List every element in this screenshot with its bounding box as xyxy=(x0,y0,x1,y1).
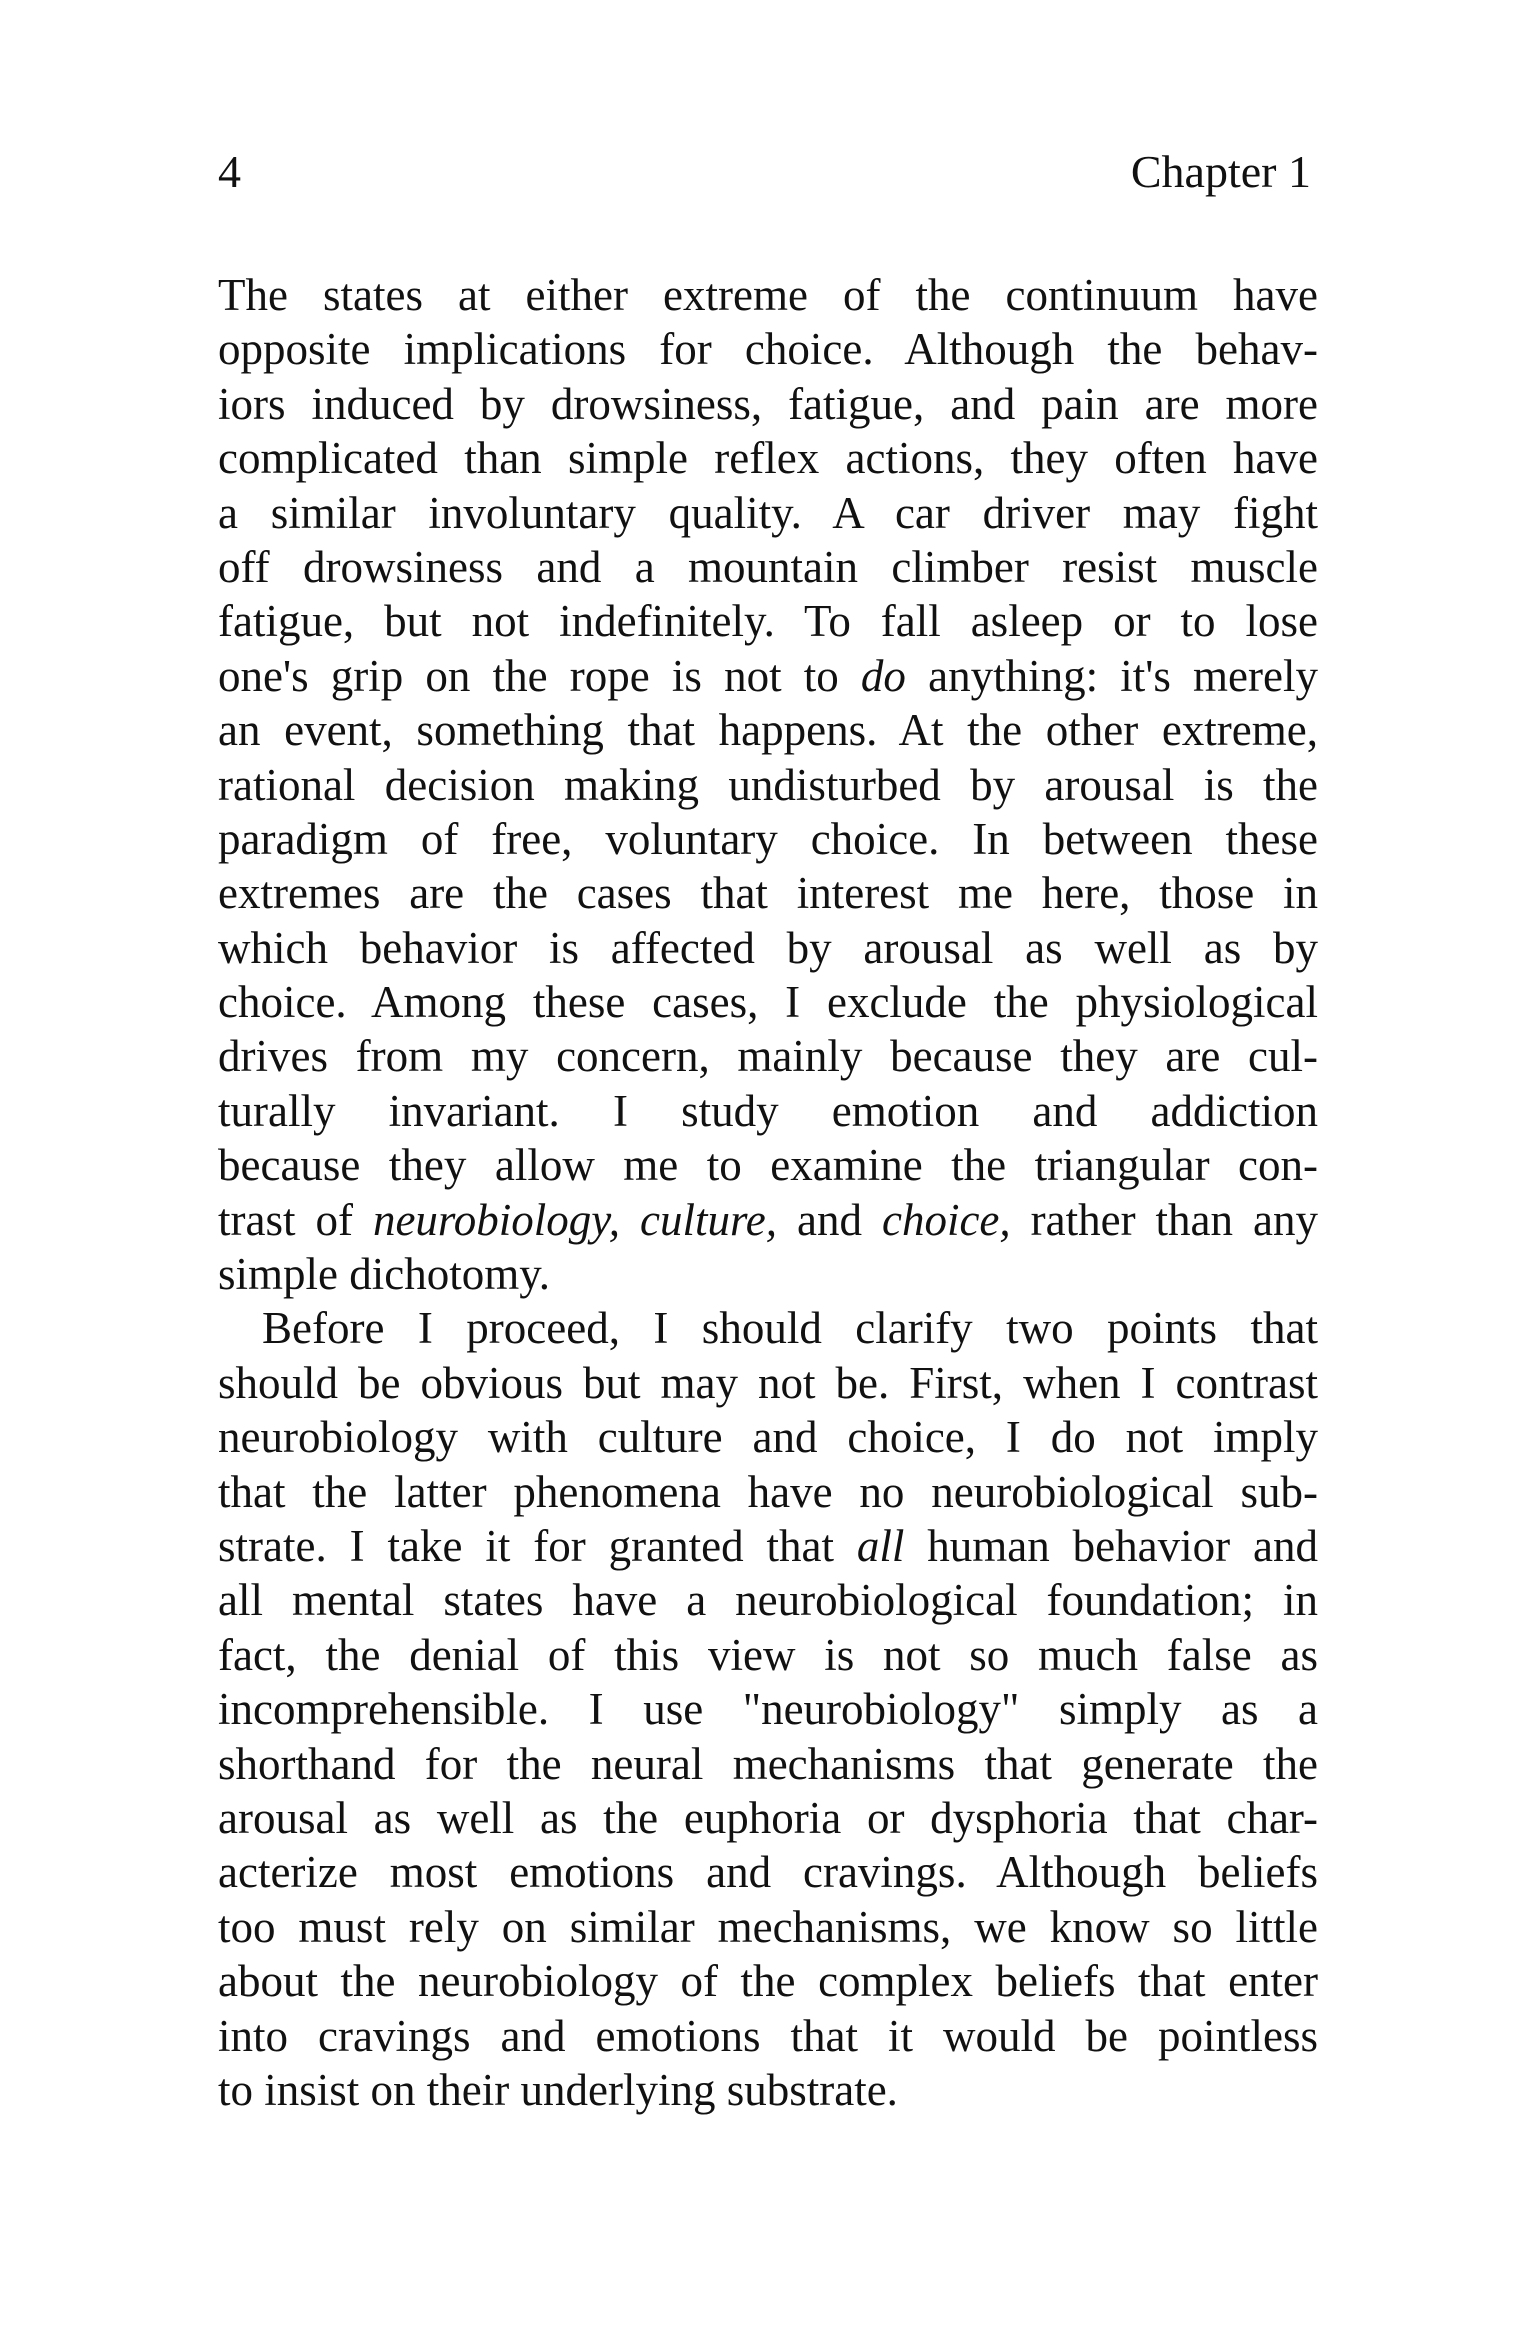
text-segment: incomprehensible. I use "neurobiology" simply as a xyxy=(218,1684,1318,1735)
text-line xyxy=(218,1465,1318,1519)
text-segment: strate. I take it for granted that xyxy=(218,1520,857,1571)
text-segment: fact, the denial of this view is not so much false as xyxy=(218,1629,1318,1680)
text-segment: turally invariant. I study emotion and addiction xyxy=(218,1085,1318,1136)
text-line xyxy=(218,1791,1318,1845)
text-segment: complicated than simple reflex actions, they often have xyxy=(218,433,1318,484)
text-segment: which behavior is affected by arousal as well as by xyxy=(218,922,1318,973)
text-line xyxy=(218,1029,1318,1083)
body-text xyxy=(218,268,1318,2117)
italic-text: choice, xyxy=(881,1194,1011,1245)
text-segment: one's grip on the rope is not to xyxy=(218,650,861,701)
text-segment: neurobiology with culture and choice, I do not imply xyxy=(218,1412,1318,1463)
text-line xyxy=(218,377,1318,431)
text-line xyxy=(218,1845,1318,1899)
italic-text: neurobiology, culture, xyxy=(372,1194,778,1245)
text-line xyxy=(218,921,1318,975)
paragraph xyxy=(218,268,1318,1301)
text-line xyxy=(218,812,1318,866)
text-line xyxy=(218,1084,1318,1138)
text-segment: human behavior and xyxy=(904,1520,1318,1571)
text-segment: fatigue, but not indefinitely. To fall asleep or to lose xyxy=(218,596,1318,647)
text-segment: trast of xyxy=(218,1194,373,1245)
text-line xyxy=(218,703,1318,757)
text-segment: and xyxy=(777,1194,882,1245)
text-line xyxy=(218,1737,1318,1791)
text-line xyxy=(218,322,1318,376)
text-segment: arousal as well as the euphoria or dysphoria that char- xyxy=(218,1792,1318,1843)
text-segment: an event, something that happens. At the other extreme, xyxy=(218,705,1318,756)
text-line xyxy=(218,975,1318,1029)
text-segment: Before I proceed, I should clarify two points that xyxy=(262,1303,1318,1354)
text-segment: because they allow me to examine the triangular con- xyxy=(218,1140,1318,1191)
text-segment: should be obvious but may not be. First, when I contrast xyxy=(218,1357,1318,1408)
text-line xyxy=(218,1573,1318,1627)
text-segment: choice. Among these cases, I exclude the physiological xyxy=(218,977,1318,1028)
text-segment: to insist on their underlying substrate. xyxy=(218,2064,898,2115)
text-segment: simple dichotomy. xyxy=(218,1249,551,1300)
text-line xyxy=(218,1247,1318,1301)
text-line xyxy=(218,1900,1318,1954)
text-line xyxy=(218,1628,1318,1682)
text-segment: anything: it's merely xyxy=(905,650,1318,701)
chapter-label: Chapter 1 xyxy=(1130,146,1311,197)
text-segment: into cravings and emotions that it would be pointless xyxy=(218,2010,1318,2061)
text-segment: shorthand for the neural mechanisms that generate the xyxy=(218,1738,1318,1789)
italic-text: do xyxy=(860,650,906,701)
text-segment: too must rely on similar mechanisms, we know so little xyxy=(218,1901,1318,1952)
text-segment: The states at either extreme of the continuum have xyxy=(218,270,1318,320)
text-line xyxy=(218,431,1318,485)
text-line xyxy=(218,1954,1318,2008)
text-line xyxy=(218,540,1318,594)
text-line xyxy=(218,268,1318,322)
running-head xyxy=(0,140,1536,210)
text-segment: paradigm of free, voluntary choice. In between these xyxy=(218,813,1318,864)
text-segment: acterize most emotions and cravings. Although beliefs xyxy=(218,1847,1318,1898)
text-line xyxy=(218,2063,1318,2117)
text-segment: rational decision making undisturbed by arousal is the xyxy=(218,759,1318,810)
text-segment: drives from my concern, mainly because they are cul- xyxy=(218,1031,1318,1082)
page-number: 4 xyxy=(218,146,241,197)
text-line xyxy=(218,1356,1318,1410)
text-line xyxy=(218,1682,1318,1736)
text-segment: rather than any xyxy=(1010,1194,1318,1245)
text-line xyxy=(218,486,1318,540)
text-line xyxy=(218,1519,1318,1573)
text-line xyxy=(218,866,1318,920)
text-segment: off drowsiness and a mountain climber resist muscle xyxy=(218,541,1318,592)
text-segment: iors induced by drowsiness, fatigue, and pain are more xyxy=(218,378,1318,429)
text-segment: that the latter phenomena have no neurobiological sub- xyxy=(218,1466,1318,1517)
text-line xyxy=(218,1410,1318,1464)
text-line xyxy=(218,2009,1318,2063)
text-line xyxy=(218,594,1318,648)
text-line xyxy=(218,649,1318,703)
text-segment: all mental states have a neurobiological foundation; in xyxy=(218,1575,1318,1626)
text-segment: a similar involuntary quality. A car driver may fight xyxy=(218,487,1318,538)
italic-text: all xyxy=(856,1520,905,1571)
text-line xyxy=(218,1301,1318,1355)
text-segment: opposite implications for choice. Although the behav- xyxy=(218,324,1318,375)
text-segment: about the neurobiology of the complex beliefs that enter xyxy=(218,1956,1318,2007)
text-segment: extremes are the cases that interest me here, those in xyxy=(218,868,1318,919)
paragraph xyxy=(218,1301,1318,2117)
text-line xyxy=(218,758,1318,812)
text-line xyxy=(218,1193,1318,1247)
text-line xyxy=(218,1138,1318,1192)
